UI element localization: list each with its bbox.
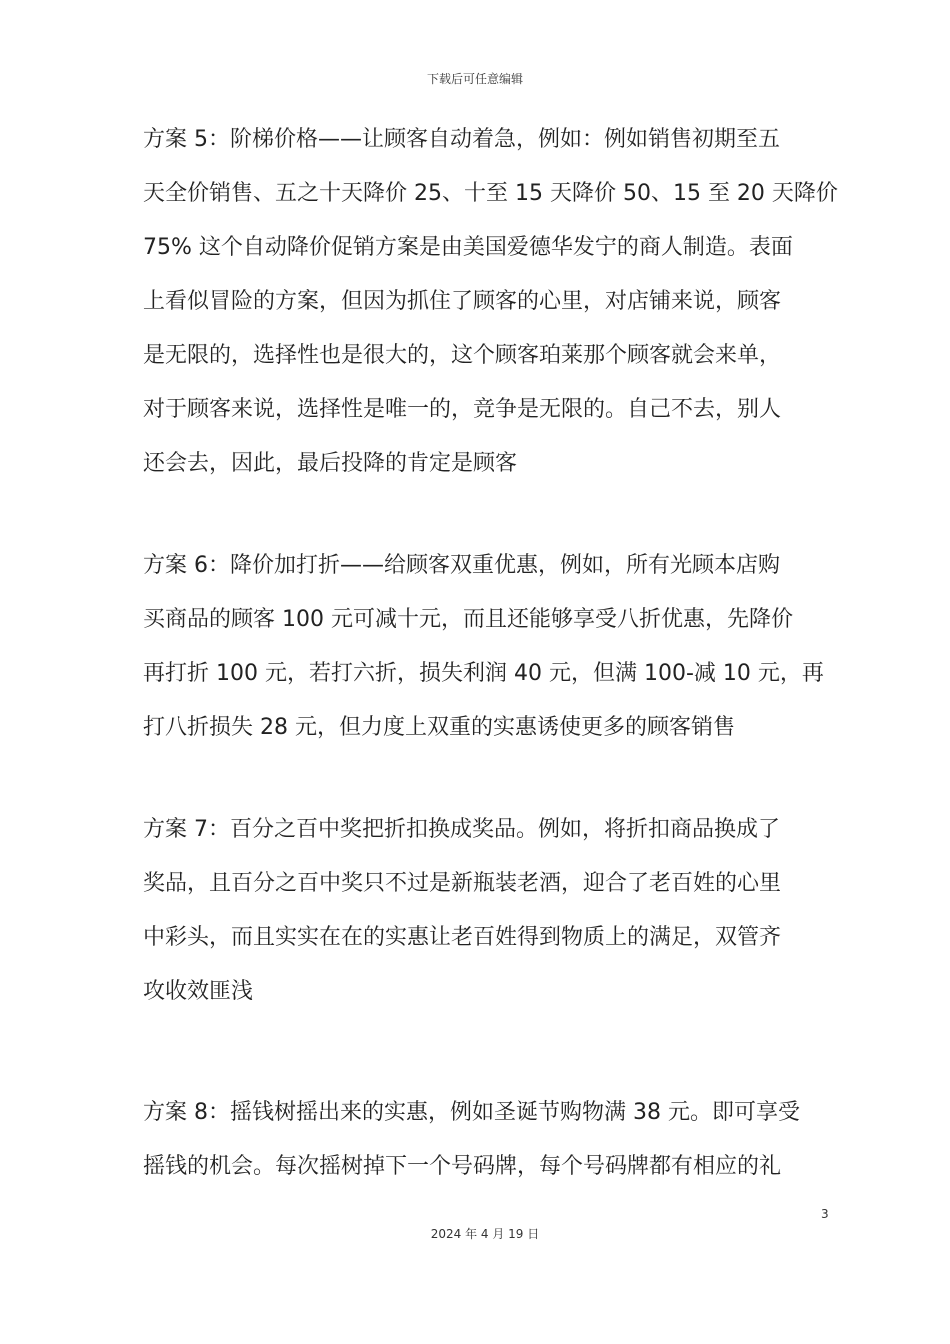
text-line: 中彩头，而且实实在在的实惠让老百姓得到物质上的满足，双管齐 (143, 925, 782, 950)
text-line: 是无限的，选择性也是很大的，这个顾客珀莱那个顾客就会来单， (143, 343, 782, 368)
text-line: 打八折损失 28 元，但力度上双重的实惠诱使更多的顾客销售 (143, 715, 735, 740)
paragraph-plan-8 (143, 1086, 843, 1194)
text-line: 方案 7：百分之百中奖把折扣换成奖品。例如，将折扣商品换成了 (143, 817, 780, 842)
text-line: 买商品的顾客 100 元可减十元，而且还能够享受八折优惠，先降价 (143, 607, 793, 632)
text-line: 摇钱的机会。每次摇树掉下一个号码牌，每个号码牌都有相应的礼 (143, 1154, 782, 1179)
page-header: 下载后可任意编辑 (426, 72, 523, 86)
text-line: 方案 8：摇钱树摇出来的实惠，例如圣诞节购物满 38 元。即可享受 (143, 1100, 800, 1125)
text-line: 方案 6：降价加打折——给顾客双重优惠，例如，所有光顾本店购 (143, 553, 780, 578)
text-line: 75% 这个自动降价促销方案是由美国爱德华发宁的商人制造。表面 (143, 235, 793, 260)
footer-date: 2024 年 4 月 19 日 (430, 1227, 540, 1241)
text-line: 还会去，因此，最后投降的肯定是顾客 (143, 451, 518, 476)
text-line: 天全价销售、五之十天降价 25、十至 15 天降价 50、15 至 20 天降价 (143, 181, 838, 206)
page-number: 3 (821, 1207, 829, 1221)
text-line: 方案 5：阶梯价格——让顾客自动着急，例如：例如销售初期至五 (143, 127, 780, 152)
paragraph-plan-5 (143, 113, 843, 491)
text-line: 对于顾客来说，选择性是唯一的，竞争是无限的。自己不去，别人 (143, 397, 782, 422)
text-line: 奖品，且百分之百中奖只不过是新瓶装老酒，迎合了老百姓的心里 (143, 871, 782, 896)
text-line: 上看似冒险的方案，但因为抓住了顾客的心里，对店铺来说，顾客 (143, 289, 782, 314)
paragraph-plan-6 (143, 539, 843, 755)
paragraph-plan-7 (143, 803, 843, 1019)
text-line: 再打折 100 元，若打六折，损失利润 40 元，但满 100-减 10 元，再 (143, 661, 824, 686)
text-line: 攻收效匪浅 (143, 979, 254, 1004)
